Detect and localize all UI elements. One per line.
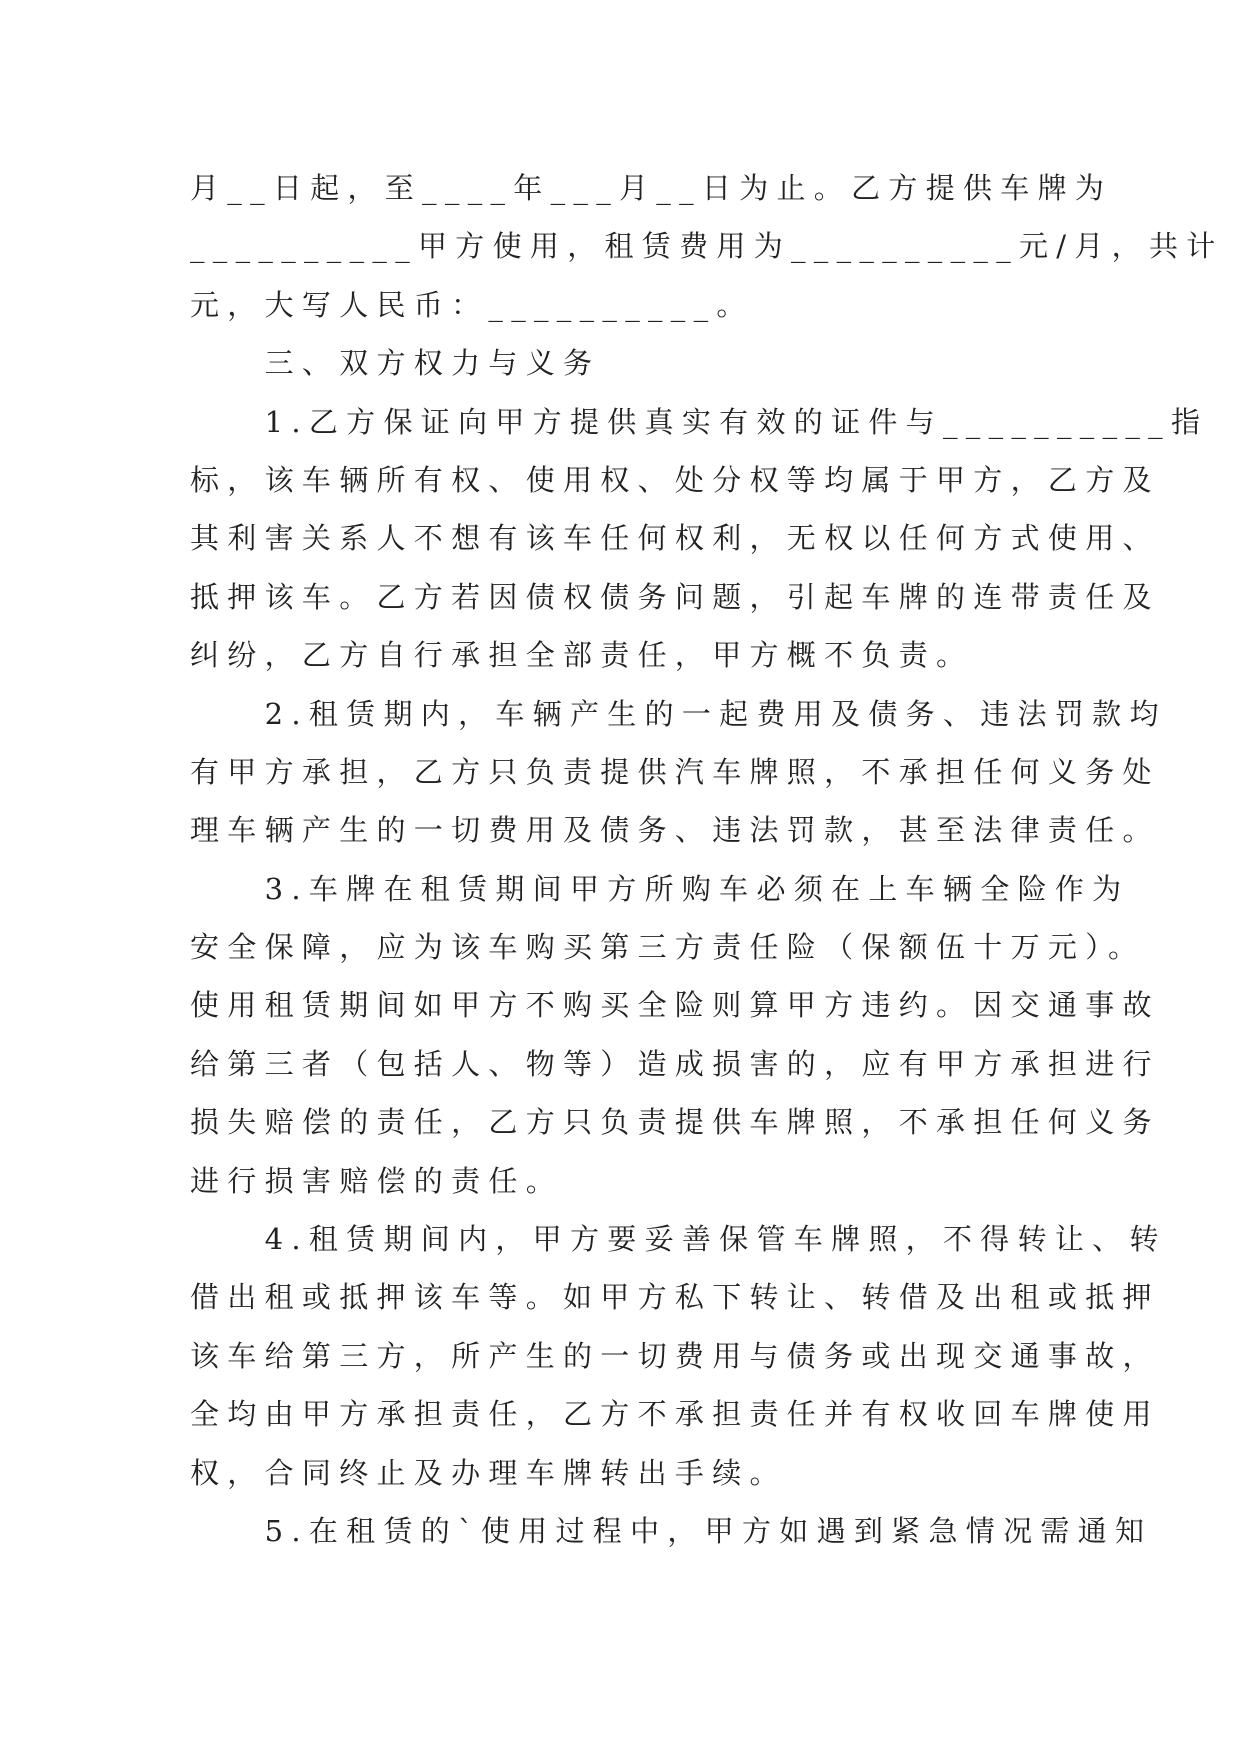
- text-line: 1.乙方保证向甲方提供真实有效的证件与__________指: [190, 404, 1209, 439]
- text-line: 4.租赁期间内，甲方要妥善保管车牌照，不得转让、转: [190, 1222, 1167, 1257]
- text-line: 3.车牌在租赁期间甲方所购车必须在上车辆全险作为: [190, 871, 1130, 906]
- text-line: 使用租赁期间如甲方不购买全险则算甲方违约。因交通事故: [190, 988, 1160, 1023]
- text-line: 其利害关系人不想有该车任何权利，无权以任何方式使用、: [190, 521, 1160, 556]
- text-line: 抵押该车。乙方若因债权债务问题，引起车牌的连带责任及: [190, 579, 1160, 614]
- text-line: 理车辆产生的一切费用及债务、违法罚款，甚至法律责任。: [190, 813, 1160, 848]
- text-line: 全均由甲方承担责任，乙方不承担责任并有权收回车牌使用: [190, 1397, 1160, 1432]
- text-line: 2.租赁期内，车辆产生的一起费用及债务、违法罚款均: [190, 696, 1167, 731]
- text-line: 5.在租赁的`使用过程中，甲方如遇到紧急情况需通知: [190, 1513, 1153, 1548]
- text-line: __________甲方使用，租赁费用为__________元/月，共计: [190, 229, 1224, 264]
- text-line: 月__日起，至____年___月__日为止。乙方提供车牌为: [190, 171, 1113, 205]
- text-line: 有甲方承担，乙方只负责提供汽车牌照，不承担任何义务处: [190, 754, 1160, 789]
- text-line: 给第三者（包括人、物等）造成损害的，应有甲方承担进行: [190, 1046, 1160, 1081]
- text-line: 损失赔偿的责任，乙方只负责提供车牌照，不承担任何义务: [190, 1105, 1160, 1140]
- text-line: 权，合同终止及办理车牌转出手续。: [190, 1455, 787, 1490]
- text-line: 借出租或抵押该车等。如甲方私下转让、转借及出租或抵押: [190, 1280, 1160, 1315]
- text-line: 标，该车辆所有权、使用权、处分权等均属于甲方，乙方及: [190, 462, 1160, 497]
- text-line: 元，大写人民币：__________。: [190, 287, 754, 322]
- text-line: 安全保障，应为该车购买第三方责任险（保额伍十万元）。: [190, 930, 1146, 965]
- text-line: 进行损害赔偿的责任。: [190, 1163, 564, 1198]
- text-line: 该车给第三方，所产生的一切费用与债务或出现交通事故，: [190, 1338, 1160, 1373]
- document-body: [190, 159, 1224, 1560]
- section-heading: 三、双方权力与义务: [190, 346, 601, 381]
- text-line: 纠纷，乙方自行承担全部责任，甲方概不负责。: [190, 638, 974, 673]
